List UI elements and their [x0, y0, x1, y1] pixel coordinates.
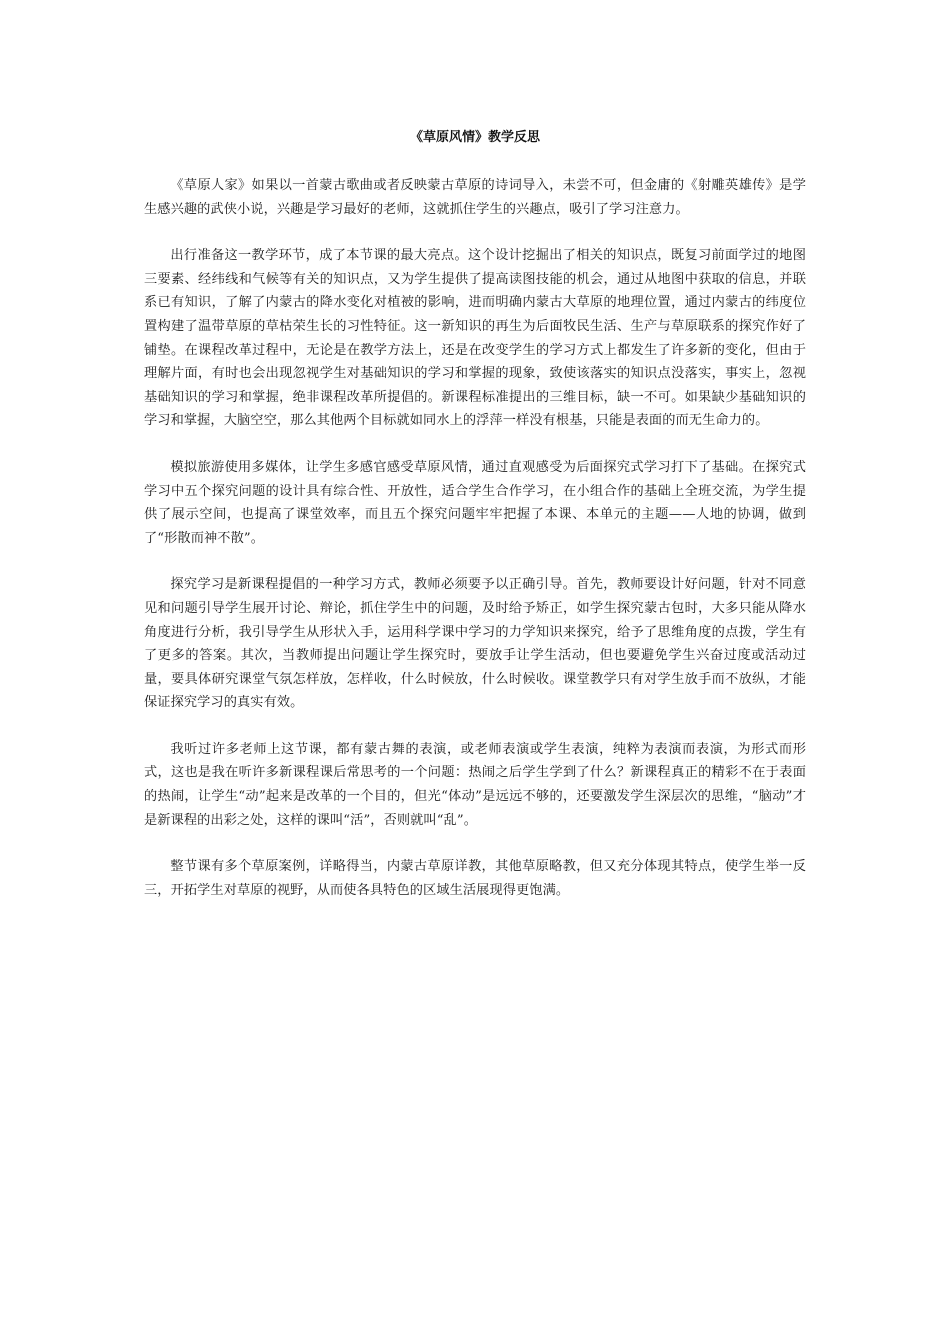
paragraph-5: 我听过许多老师上这节课，都有蒙古舞的表演，或老师表演或学生表演，纯粹为表演而表演，为形式而形式，这也是我在听许多新课程课后常思考的一个问题：热闹之后学生学到了什么？新课程真正的精彩不在于表面的热闹，让学生“动”起来是改革的一个目的，但光“体动”是远远不够的，还要激发学生深层次的思维，“脑动”才是新课程的出彩之处，这样的课叫“活”，否则就叫“乱”。: [144, 741, 806, 828]
document-title: 《草原风情》教学反思: [409, 130, 540, 145]
paragraph-1: 《草原人家》如果以一首蒙古歌曲或者反映蒙古草原的诗词导入，未尝不可，但金庸的《射雕英雄传》是学生感兴趣的武侠小说，兴趣是学习最好的老师，这就抓住学生的兴趣点，吸引了学习注意力。: [144, 178, 806, 217]
paragraph-3: 模拟旅游使用多媒体，让学生多感官感受草原风情，通过直观感受为后面探究式学习打下了基础。在探究式学习中五个探究问题的设计具有综合性、开放性，适合学生合作学习，在小组合作的基础上全班交流，为学生提供了展示空间，也提高了课堂效率，而且五个探究问题牢牢把握了本课、本单元的主题——人地的协调，做到了“形散而神不散”。: [144, 459, 806, 546]
paragraph-6: 整节课有多个草原案例，详略得当，内蒙古草原详教，其他草原略教，但又充分体现其特点，使学生举一反三，开拓学生对草原的视野，从而使各具特色的区域生活展现得更饱满。: [144, 859, 806, 898]
paragraph-4: 探究学习是新课程提倡的一种学习方式，教师必须要予以正确引导。首先，教师要设计好问题，针对不同意见和问题引导学生展开讨论、辩论，抓住学生中的问题，及时给予矫正，如学生探究蒙古包时，大多只能从降水角度进行分析，我引导学生从形状入手，运用科学课中学习的力学知识来探究，给予了思维角度的点拨，学生有了更多的答案。其次，当教师提出问题让学生探究时，要放手让学生活动，但也要避免学生兴奋过度或活动过量，要具体研究课堂气氛怎样放，怎样收，什么时候放，什么时候收。课堂教学只有对学生放手而不放纵，才能保证探究学习的真实有效。: [144, 577, 806, 711]
document-body: [144, 174, 806, 925]
paragraph-2: 出行准备这一教学环节，成了本节课的最大亮点。这个设计挖掘出了相关的知识点，既复习前面学过的地图三要素、经纬线和气候等有关的知识点，又为学生提供了提高读图技能的机会，通过从地图中获取的信息，并联系已有知识，了解了内蒙古的降水变化对植被的影响，进而明确内蒙古大草原的地理位置，通过内蒙古的纬度位置构建了温带草原的草枯荣生长的习性特征。这一新知识的再生为后面牧民生活、生产与草原联系的探究作好了铺垫。在课程改革过程中，无论是在教学方法上，还是在改变学生的学习方式上都发生了许多新的变化，但由于理解片面，有时也会出现忽视学生对基础知识的学习和掌握的现象，致使该落实的知识点没落实，事实上，忽视基础知识的学习和掌握，绝非课程改革所提倡的。新课程标准提出的三维目标，缺一不可。如果缺少基础知识的学习和掌握，大脑空空，那么其他两个目标就如同水上的浮萍一样没有根基，只能是表面的而无生命力的。: [144, 248, 806, 429]
